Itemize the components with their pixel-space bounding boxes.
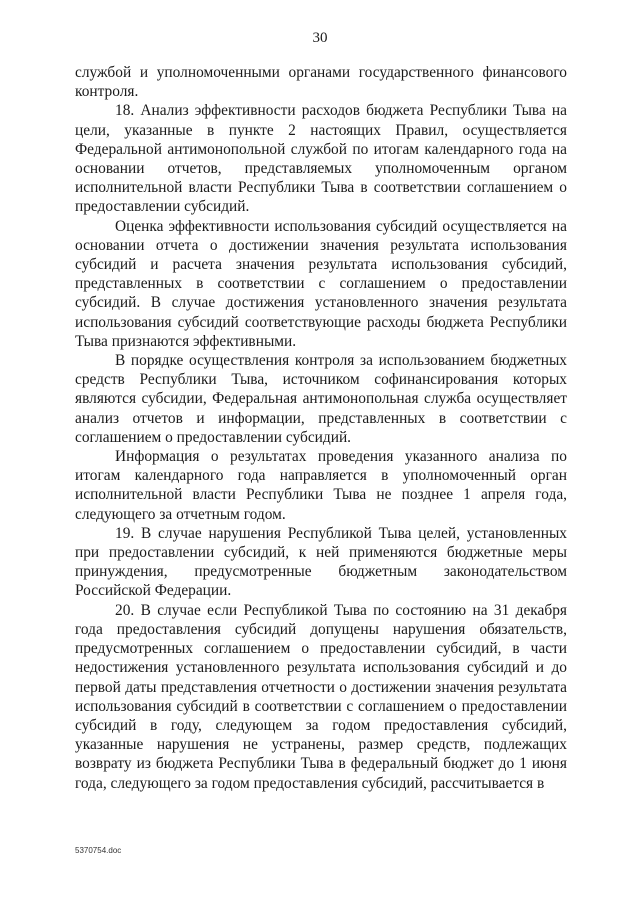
paragraph-control-procedure: В порядке осуществления контроля за использованием бюджетных средств Республики Тыва, источником софинансирования которых являются субсидии, Федеральная антимонопольная служба осуществляет анализ отчетов и информации, представленных в соответствии с соглашением о предоставлении субсидий. bbox=[75, 352, 567, 446]
paragraph-20: 20. В случае если Республикой Тыва по состоянию на 31 декабря года предоставления субсидий допущены нарушения обязательств, предусмотренных соглашением о предоставлении субсидий, в части недостижения установленного результата использования субсидий и до первой даты представления отчетности о достижении значения результата использования субсидий в соответствии с соглашением о предоставлении субсидий в году, следующем за годом предоставления субсидий, указанные нарушения не устранены, размер средств, подлежащих возврату из бюджета Республики Тыва в федеральный бюджет до 1 июня года, следующего за годом предоставления субсидий, рассчитывается в bbox=[75, 601, 567, 792]
paragraph-continuation: службой и уполномоченными органами государственного финансового контроля. bbox=[75, 64, 567, 101]
document-body bbox=[75, 63, 567, 793]
paragraph-19: 19. В случае нарушения Республикой Тыва целей, установленных при предоставлении субсидий, к ней применяются бюджетные меры принуждения, предусмотренные бюджетным законодательством Российской Федерации. bbox=[75, 524, 567, 600]
paragraph-18: 18. Анализ эффективности расходов бюджета Республики Тыва на цели, указанные в пункте 2 настоящих Правил, осуществляется Федеральной антимонопольной службой по итогам календарного года на основании отчетов, представляемых уполномоченным органом исполнительной власти Республики Тыва в соответствии соглашением о предоставлении субсидий. bbox=[75, 102, 567, 216]
document-file-code: 5370754.doc bbox=[75, 846, 122, 855]
paragraph-analysis-results: Информация о результатах проведения указанного анализа по итогам календарного года направляется в уполномоченный орган исполнительной власти Республики Тыва не позднее 1 апреля года, следующего за отчетным годом. bbox=[75, 448, 567, 523]
paragraph-efficiency-assessment: Оценка эффективности использования субсидий осуществляется на основании отчета о достижении значения результата использования субсидий и расчета значения результата использования субсидий, представленных в соответствии с соглашением о предоставлении субсидий. В случае достижения установленного значения результата использования субсидий соответствующие расходы бюджета Республики Тыва признаются эффективными. bbox=[75, 217, 567, 350]
page-number: 30 bbox=[312, 30, 328, 46]
